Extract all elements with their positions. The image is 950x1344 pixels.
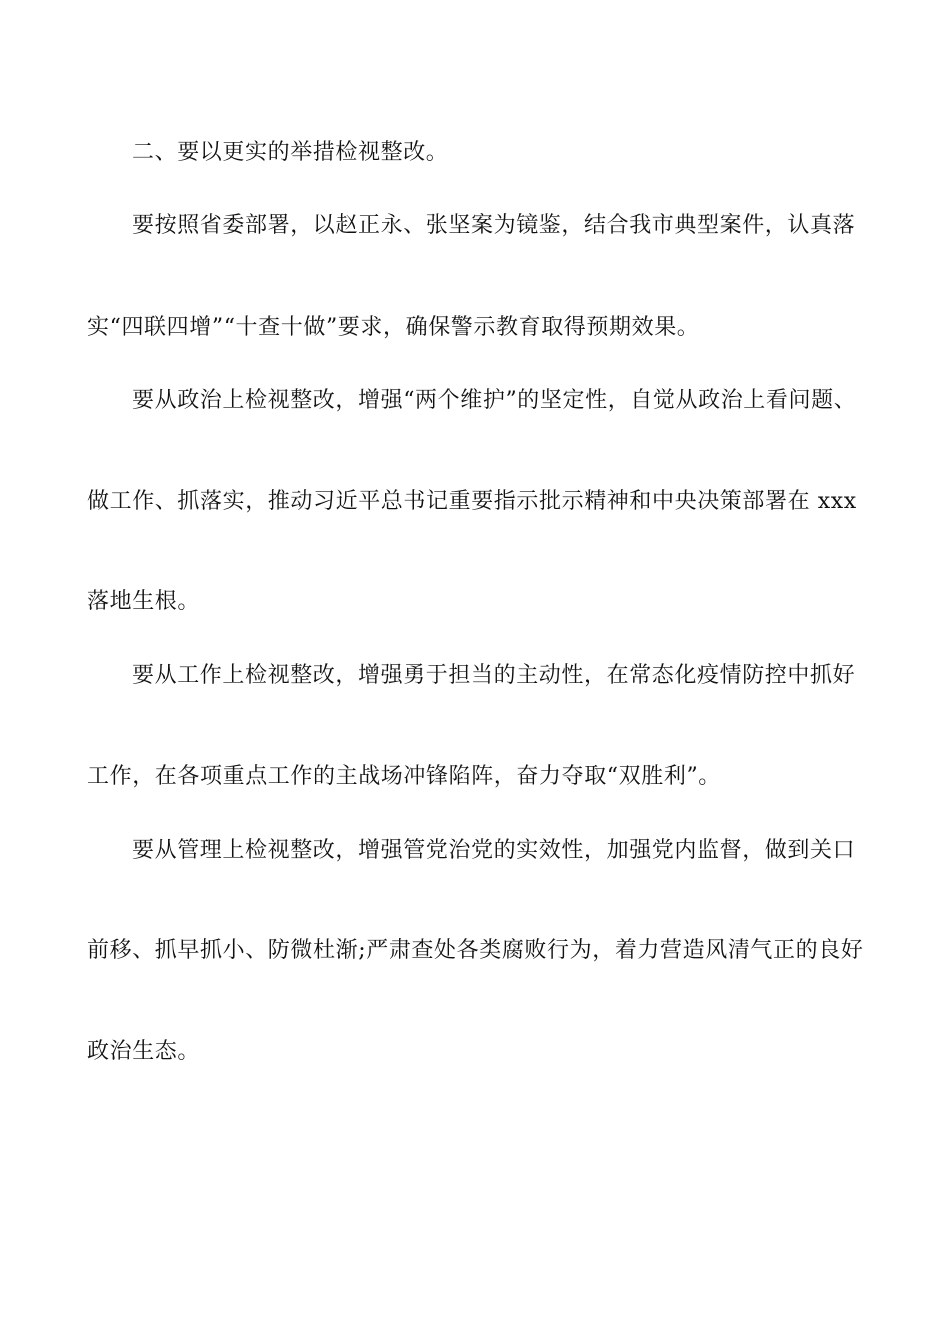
- paragraph-line: 要从工作上检视整改，增强勇于担当的主动性，在常态化疫情防控中抓好: [132, 663, 856, 688]
- paragraph-line: 要从管理上检视整改，增强管党治党的实效性，加强党内监督，做到关口: [132, 838, 856, 863]
- paragraph-line: 做工作、抓落实，推动习近平总书记重要指示批示精神和中央决策部署在 xxx: [87, 489, 857, 514]
- paragraph-line: 要按照省委部署，以赵正永、张坚案为镜鉴，结合我市典型案件，认真落: [132, 213, 856, 238]
- paragraph-line: 实“四联四增”“十查十做”要求，确保警示教育取得预期效果。: [87, 315, 700, 340]
- paragraph-line: 落地生根。: [87, 589, 201, 614]
- paragraph-line: 工作，在各项重点工作的主战场冲锋陷阵，奋力夺取“双胜利”。: [87, 764, 721, 789]
- paragraph-line: 要从政治上检视整改，增强“两个维护”的坚定性，自觉从政治上看问题、: [132, 388, 857, 413]
- paragraph-line: 前移、抓早抓小、防微杜渐;严肃查处各类腐败行为，着力营造风清气正的良好: [87, 938, 864, 963]
- paragraph-line: 政治生态。: [87, 1039, 201, 1064]
- section-heading: 二、要以更实的举措检视整改。: [132, 140, 449, 165]
